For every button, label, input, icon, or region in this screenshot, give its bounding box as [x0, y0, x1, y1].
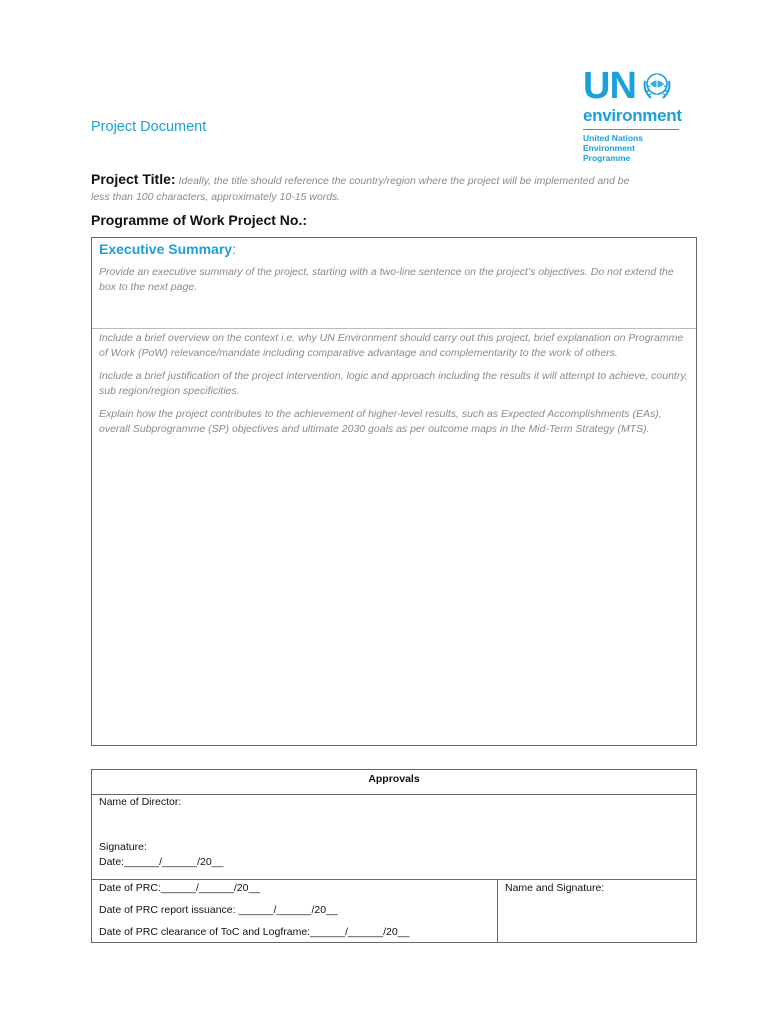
approvals-heading: Approvals [92, 770, 697, 795]
project-title-field[interactable] [91, 171, 651, 205]
un-environment-logo [583, 67, 683, 163]
executive-summary-header [92, 240, 696, 329]
prc-dates-cell[interactable] [92, 880, 498, 943]
logo-top-row [583, 67, 683, 105]
approvals-table [91, 769, 697, 943]
name-and-signature-label: Name and Signature: [505, 882, 605, 894]
signature-label: Signature: [99, 841, 147, 853]
executive-summary-heading [99, 240, 689, 258]
document-title: Project Document [91, 119, 207, 135]
logo-subtitle-2: Environment Programme [583, 143, 635, 163]
logo-divider [583, 129, 679, 130]
executive-summary-colon: : [232, 241, 236, 257]
logo-subtitle-1: United Nations [583, 133, 643, 143]
un-emblem-icon [640, 69, 674, 103]
executive-summary-box[interactable] [91, 237, 697, 746]
contribution-hint: Explain how the project contributes to the achievement of higher-level results, such as Expected Accomplishments (EAs), overall Subprogramme (SP) objectives and ultimate 2030 goals as per outcome maps in the Mid-Term Strategy (MTS). [99, 408, 662, 435]
director-cell[interactable] [92, 795, 697, 880]
prc-date-field: Date of PRC:______/______/20__ [99, 882, 261, 894]
name-of-director-label: Name of Director: [99, 796, 182, 808]
logo-environment-text: environment [583, 106, 682, 125]
director-spacer [99, 810, 689, 840]
justification-hint: Include a brief justification of the project intervention, logic and approach including the results it will attempt to achieve, country, sub region/region specificities. [99, 370, 688, 397]
logo-un-text: UN [583, 65, 636, 107]
prc-clearance-date-field: Date of PRC clearance of ToC and Logframe:______/______/20__ [99, 926, 410, 938]
project-title-hint: Ideally, the title should reference the country/region where the project will be implemented and be less than 100 characters, approximately 10-15 words. [91, 175, 630, 203]
pow-project-number-label: Programme of Work Project No.: [91, 212, 308, 228]
prc-report-date-field: Date of PRC report issuance: ______/______/20__ [99, 904, 338, 916]
executive-summary-intro-hint: Provide an executive summary of the project, starting with a two-line sentence on the project’s objectives. Do not extend the box to the next page. [99, 266, 674, 293]
executive-summary-title: Executive Summary [99, 241, 233, 257]
name-and-signature-cell[interactable] [498, 880, 697, 943]
date-field: Date:______/______/20__ [99, 856, 224, 868]
context-hint: Include a brief overview on the context i.e. why UN Environment should carry out this project, brief explanation on Programme of Work (PoW) relevance/mandate including comparative advantage and complementarity to the work of others. [99, 332, 684, 359]
project-title-label: Project Title: [91, 171, 176, 187]
executive-summary-body[interactable] [92, 331, 696, 437]
